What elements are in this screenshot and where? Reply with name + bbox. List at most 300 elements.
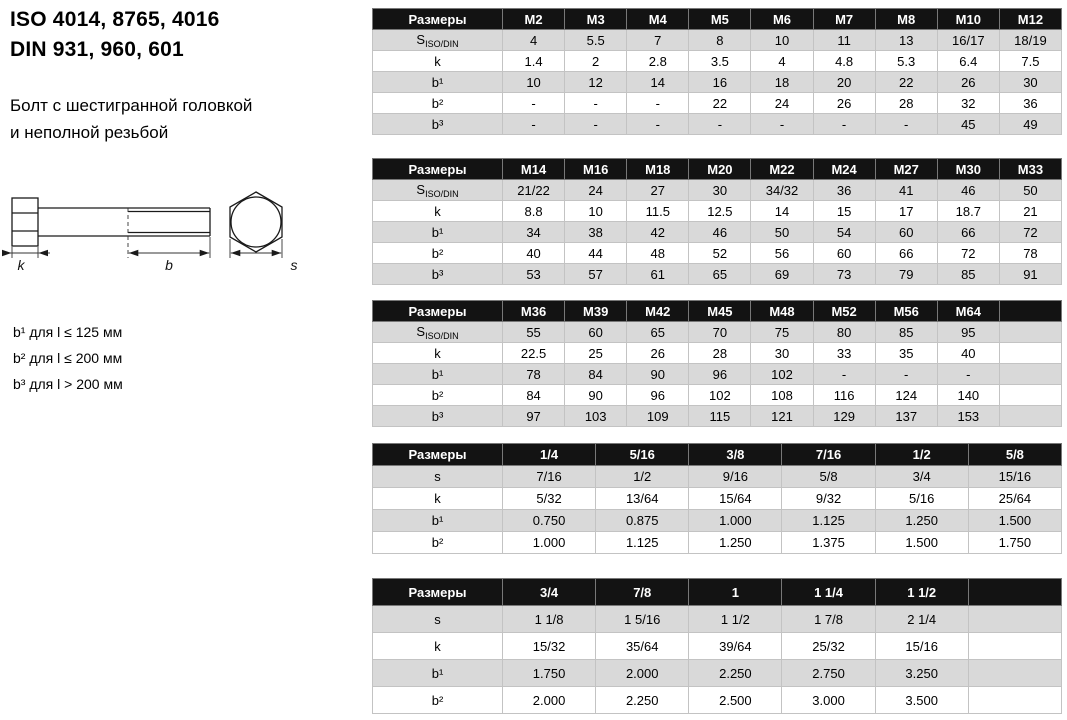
header-row [373, 301, 1062, 322]
value-cell: 4 [503, 30, 565, 51]
column-header: 1 [689, 579, 782, 606]
value-cell: 1.750 [503, 660, 596, 687]
value-cell: 49 [999, 114, 1061, 135]
value-cell: 3.250 [875, 660, 968, 687]
column-header: M14 [503, 159, 565, 180]
value-cell: 1.750 [968, 532, 1061, 554]
value-cell: - [875, 114, 937, 135]
value-cell: 46 [689, 222, 751, 243]
column-header: M16 [565, 159, 627, 180]
header-row [373, 159, 1062, 180]
value-cell: 69 [751, 264, 813, 285]
value-cell: 1 1/2 [689, 606, 782, 633]
empty-cell [999, 364, 1061, 385]
column-header: M56 [875, 301, 937, 322]
value-cell: 2 [565, 51, 627, 72]
value-cell: 12.5 [689, 201, 751, 222]
value-cell: 84 [565, 364, 627, 385]
value-cell: - [813, 114, 875, 135]
value-cell: 10 [503, 72, 565, 93]
column-header: M52 [813, 301, 875, 322]
value-cell: 75 [751, 322, 813, 343]
empty-header-cell [968, 579, 1061, 606]
value-cell: 60 [565, 322, 627, 343]
table-row [373, 201, 1062, 222]
column-header: M48 [751, 301, 813, 322]
value-cell: 5.3 [875, 51, 937, 72]
value-cell: 26 [813, 93, 875, 114]
value-cell: 18.7 [937, 201, 999, 222]
table-row [373, 687, 1062, 714]
table-row [373, 93, 1062, 114]
row-label: b¹ [373, 510, 503, 532]
value-cell: 2.8 [627, 51, 689, 72]
column-header: M42 [627, 301, 689, 322]
table-row [373, 180, 1062, 201]
value-cell: 14 [751, 201, 813, 222]
value-cell: 91 [999, 264, 1061, 285]
row-label: b² [373, 687, 503, 714]
value-cell: 1.375 [782, 532, 875, 554]
table-row [373, 51, 1062, 72]
sizes-corner-header: Размеры [373, 444, 503, 466]
value-cell: 7.5 [999, 51, 1061, 72]
value-cell: 80 [813, 322, 875, 343]
header-row [373, 579, 1062, 606]
value-cell: 140 [937, 385, 999, 406]
bolt-technical-drawing [4, 186, 359, 286]
column-header: 1 1/2 [875, 579, 968, 606]
value-cell: 1.000 [689, 510, 782, 532]
size-table-inch-large [372, 578, 1062, 714]
value-cell: - [627, 93, 689, 114]
table-row [373, 322, 1062, 343]
value-cell: 1.250 [875, 510, 968, 532]
value-cell: 12 [565, 72, 627, 93]
subtitle-line-2: и неполной резьбой [10, 123, 169, 142]
value-cell: - [751, 114, 813, 135]
hex-head-end-view [230, 192, 282, 252]
dimension-table [372, 158, 1062, 285]
value-cell: 25 [565, 343, 627, 364]
row-label: k [373, 488, 503, 510]
title-line-1: ISO 4014, 8765, 4016 [10, 8, 220, 31]
table-row [373, 633, 1062, 660]
value-cell: - [813, 364, 875, 385]
value-cell: 70 [689, 322, 751, 343]
value-cell: 44 [565, 243, 627, 264]
column-header: M45 [689, 301, 751, 322]
value-cell: 36 [999, 93, 1061, 114]
row-label: b² [373, 532, 503, 554]
column-header: 1/4 [503, 444, 596, 466]
row-label: s [373, 606, 503, 633]
value-cell: 27 [627, 180, 689, 201]
value-cell: 15/64 [689, 488, 782, 510]
value-cell: - [503, 114, 565, 135]
column-header: M27 [875, 159, 937, 180]
value-cell: 2.250 [689, 660, 782, 687]
column-header: M33 [999, 159, 1061, 180]
value-cell: 40 [937, 343, 999, 364]
column-header: M39 [565, 301, 627, 322]
value-cell: 78 [999, 243, 1061, 264]
value-cell: 11.5 [627, 201, 689, 222]
subtitle-line-1: Болт с шестигранной головкой [10, 96, 253, 115]
size-table-m2-m12 [372, 8, 1062, 135]
value-cell: 45 [937, 114, 999, 135]
table-row [373, 488, 1062, 510]
value-cell: 21 [999, 201, 1061, 222]
value-cell: 137 [875, 406, 937, 427]
value-cell: 96 [689, 364, 751, 385]
column-header: M30 [937, 159, 999, 180]
value-cell: 124 [875, 385, 937, 406]
value-cell: 84 [503, 385, 565, 406]
value-cell: 34 [503, 222, 565, 243]
table-row [373, 343, 1062, 364]
dimension-table [372, 300, 1062, 427]
value-cell: 16 [689, 72, 751, 93]
table-row [373, 364, 1062, 385]
column-header: M64 [937, 301, 999, 322]
value-cell: 20 [813, 72, 875, 93]
value-cell: 32 [937, 93, 999, 114]
footnote-b1: b¹ для l ≤ 125 мм [13, 324, 123, 340]
row-label-subscript: ISO/DIN [425, 330, 459, 341]
row-label: b² [373, 385, 503, 406]
value-cell: 28 [875, 93, 937, 114]
value-cell: 30 [689, 180, 751, 201]
value-cell: 3.500 [875, 687, 968, 714]
column-header: M10 [937, 9, 999, 30]
empty-header-cell [999, 301, 1061, 322]
table-row [373, 466, 1062, 488]
size-table-inch-small [372, 443, 1062, 554]
value-cell: 65 [627, 322, 689, 343]
column-header: M4 [627, 9, 689, 30]
value-cell: 60 [875, 222, 937, 243]
table-row [373, 532, 1062, 554]
value-cell: 54 [813, 222, 875, 243]
value-cell: 116 [813, 385, 875, 406]
sizes-corner-header: Размеры [373, 301, 503, 322]
header-row [373, 444, 1062, 466]
value-cell: 8.8 [503, 201, 565, 222]
row-label: b² [373, 93, 503, 114]
value-cell: 1.500 [968, 510, 1061, 532]
value-cell: 18 [751, 72, 813, 93]
row-label: k [373, 633, 503, 660]
dimension-table [372, 8, 1062, 135]
value-cell: 52 [689, 243, 751, 264]
value-cell: 3/4 [875, 466, 968, 488]
value-cell: 2.500 [689, 687, 782, 714]
value-cell: - [689, 114, 751, 135]
page-title [10, 5, 220, 65]
value-cell: 1.125 [782, 510, 875, 532]
dim-label-b: b [165, 257, 173, 273]
value-cell: 22.5 [503, 343, 565, 364]
column-header: M36 [503, 301, 565, 322]
size-table-m14-m33 [372, 158, 1062, 285]
table-row [373, 72, 1062, 93]
value-cell: 66 [937, 222, 999, 243]
value-cell: 102 [689, 385, 751, 406]
dimension-table [372, 443, 1062, 554]
value-cell: 38 [565, 222, 627, 243]
table-row [373, 114, 1062, 135]
value-cell: - [937, 364, 999, 385]
table-row [373, 510, 1062, 532]
value-cell: 2.750 [782, 660, 875, 687]
value-cell: 79 [875, 264, 937, 285]
empty-cell [999, 406, 1061, 427]
value-cell: 9/16 [689, 466, 782, 488]
value-cell: 1 7/8 [782, 606, 875, 633]
hexagon-outline [230, 192, 282, 252]
row-label: b³ [373, 406, 503, 427]
value-cell: 16/17 [937, 30, 999, 51]
column-header: M5 [689, 9, 751, 30]
value-cell: 60 [813, 243, 875, 264]
table-row [373, 406, 1062, 427]
value-cell: 10 [751, 30, 813, 51]
empty-cell [968, 633, 1061, 660]
value-cell: 39/64 [689, 633, 782, 660]
row-label: k [373, 343, 503, 364]
value-cell: 65 [689, 264, 751, 285]
table-row [373, 385, 1062, 406]
value-cell: 55 [503, 322, 565, 343]
value-cell: 73 [813, 264, 875, 285]
row-label: b¹ [373, 364, 503, 385]
value-cell: 40 [503, 243, 565, 264]
title-line-2: DIN 931, 960, 601 [10, 38, 184, 61]
value-cell: 1.125 [596, 532, 689, 554]
column-header: M6 [751, 9, 813, 30]
value-cell: 109 [627, 406, 689, 427]
table-row [373, 243, 1062, 264]
value-cell: 66 [875, 243, 937, 264]
footnote-b3: b³ для l > 200 мм [13, 376, 123, 392]
value-cell: 115 [689, 406, 751, 427]
value-cell: 28 [689, 343, 751, 364]
dim-label-s: s [290, 257, 298, 273]
empty-cell [999, 385, 1061, 406]
value-cell: 1 5/16 [596, 606, 689, 633]
value-cell: 7/16 [503, 466, 596, 488]
value-cell: 26 [937, 72, 999, 93]
sizes-corner-header: Размеры [373, 579, 503, 606]
value-cell: 103 [565, 406, 627, 427]
dim-label-k: k [17, 257, 25, 273]
value-cell: 15/16 [875, 633, 968, 660]
column-header: 5/16 [596, 444, 689, 466]
value-cell: - [565, 93, 627, 114]
column-header: M2 [503, 9, 565, 30]
column-header: 7/8 [596, 579, 689, 606]
value-cell: 13 [875, 30, 937, 51]
row-label: b³ [373, 264, 503, 285]
value-cell: 41 [875, 180, 937, 201]
value-cell: 6.4 [937, 51, 999, 72]
value-cell: 0.750 [503, 510, 596, 532]
bolt-side-view [12, 198, 210, 246]
column-header: 1/2 [875, 444, 968, 466]
value-cell: 153 [937, 406, 999, 427]
column-header: 1 1/4 [782, 579, 875, 606]
value-cell: 25/32 [782, 633, 875, 660]
value-cell: 1/2 [596, 466, 689, 488]
value-cell: 2.250 [596, 687, 689, 714]
value-cell: 8 [689, 30, 751, 51]
footnote-b2: b² для l ≤ 200 мм [13, 350, 123, 366]
value-cell: 3.000 [782, 687, 875, 714]
value-cell: 85 [937, 264, 999, 285]
value-cell: 22 [875, 72, 937, 93]
value-cell: 4 [751, 51, 813, 72]
column-header: M18 [627, 159, 689, 180]
value-cell: 2.000 [596, 660, 689, 687]
value-cell: 56 [751, 243, 813, 264]
footnotes [13, 319, 123, 397]
value-cell: 78 [503, 364, 565, 385]
value-cell: 35/64 [596, 633, 689, 660]
subtitle [10, 92, 252, 146]
value-cell: 21/22 [503, 180, 565, 201]
value-cell: 4.8 [813, 51, 875, 72]
value-cell: 9/32 [782, 488, 875, 510]
value-cell: 0.875 [596, 510, 689, 532]
value-cell: 15/32 [503, 633, 596, 660]
empty-cell [968, 606, 1061, 633]
row-label: k [373, 51, 503, 72]
table-row [373, 264, 1062, 285]
value-cell: 61 [627, 264, 689, 285]
column-header: 7/16 [782, 444, 875, 466]
value-cell: 102 [751, 364, 813, 385]
value-cell: 30 [999, 72, 1061, 93]
value-cell: 108 [751, 385, 813, 406]
row-label: b² [373, 243, 503, 264]
row-label-subscript: ISO/DIN [425, 38, 459, 49]
value-cell: 35 [875, 343, 937, 364]
column-header: M20 [689, 159, 751, 180]
column-header: 5/8 [968, 444, 1061, 466]
value-cell: 1 1/8 [503, 606, 596, 633]
column-header: M8 [875, 9, 937, 30]
sizes-corner-header: Размеры [373, 159, 503, 180]
table-row [373, 660, 1062, 687]
value-cell: 121 [751, 406, 813, 427]
value-cell: 10 [565, 201, 627, 222]
value-cell: 15 [813, 201, 875, 222]
value-cell: 1.500 [875, 532, 968, 554]
value-cell: 24 [565, 180, 627, 201]
value-cell: 22 [689, 93, 751, 114]
size-table-m36-m64 [372, 300, 1062, 427]
column-header: M22 [751, 159, 813, 180]
value-cell: 17 [875, 201, 937, 222]
row-label: $S_{ISO/DIN}$ [373, 322, 503, 343]
row-label: b¹ [373, 222, 503, 243]
value-cell: 42 [627, 222, 689, 243]
value-cell: 5/8 [782, 466, 875, 488]
inscribed-circle [231, 197, 281, 247]
value-cell: 50 [751, 222, 813, 243]
value-cell: 57 [565, 264, 627, 285]
value-cell: 7 [627, 30, 689, 51]
value-cell: 96 [627, 385, 689, 406]
column-header: M12 [999, 9, 1061, 30]
value-cell: 1.000 [503, 532, 596, 554]
column-header: M7 [813, 9, 875, 30]
value-cell: 11 [813, 30, 875, 51]
row-label: b³ [373, 114, 503, 135]
header-row [373, 9, 1062, 30]
value-cell: 34/32 [751, 180, 813, 201]
value-cell: 90 [627, 364, 689, 385]
value-cell: 5/16 [875, 488, 968, 510]
value-cell: 129 [813, 406, 875, 427]
value-cell: 2.000 [503, 687, 596, 714]
value-cell: 5/32 [503, 488, 596, 510]
table-row [373, 222, 1062, 243]
value-cell: 72 [999, 222, 1061, 243]
row-label: $S_{ISO/DIN}$ [373, 180, 503, 201]
column-header: 3/4 [503, 579, 596, 606]
empty-cell [968, 660, 1061, 687]
column-header: M3 [565, 9, 627, 30]
value-cell: 72 [937, 243, 999, 264]
value-cell: 90 [565, 385, 627, 406]
value-cell: 18/19 [999, 30, 1061, 51]
value-cell: 53 [503, 264, 565, 285]
value-cell: 50 [999, 180, 1061, 201]
value-cell: 26 [627, 343, 689, 364]
value-cell: 95 [937, 322, 999, 343]
value-cell: 14 [627, 72, 689, 93]
value-cell: 1.250 [689, 532, 782, 554]
value-cell: 2 1/4 [875, 606, 968, 633]
empty-cell [968, 687, 1061, 714]
value-cell: 24 [751, 93, 813, 114]
value-cell: 48 [627, 243, 689, 264]
value-cell: 5.5 [565, 30, 627, 51]
table-row [373, 606, 1062, 633]
row-label: $S_{ISO/DIN}$ [373, 30, 503, 51]
row-label: k [373, 201, 503, 222]
empty-cell [999, 343, 1061, 364]
value-cell: 13/64 [596, 488, 689, 510]
value-cell: 33 [813, 343, 875, 364]
empty-cell [999, 322, 1061, 343]
row-label: s [373, 466, 503, 488]
value-cell: 25/64 [968, 488, 1061, 510]
value-cell: 46 [937, 180, 999, 201]
value-cell: - [627, 114, 689, 135]
column-header: M24 [813, 159, 875, 180]
value-cell: 97 [503, 406, 565, 427]
table-row [373, 30, 1062, 51]
sizes-corner-header: Размеры [373, 9, 503, 30]
value-cell: 30 [751, 343, 813, 364]
value-cell: 3.5 [689, 51, 751, 72]
value-cell: 85 [875, 322, 937, 343]
value-cell: 1.4 [503, 51, 565, 72]
value-cell: - [565, 114, 627, 135]
